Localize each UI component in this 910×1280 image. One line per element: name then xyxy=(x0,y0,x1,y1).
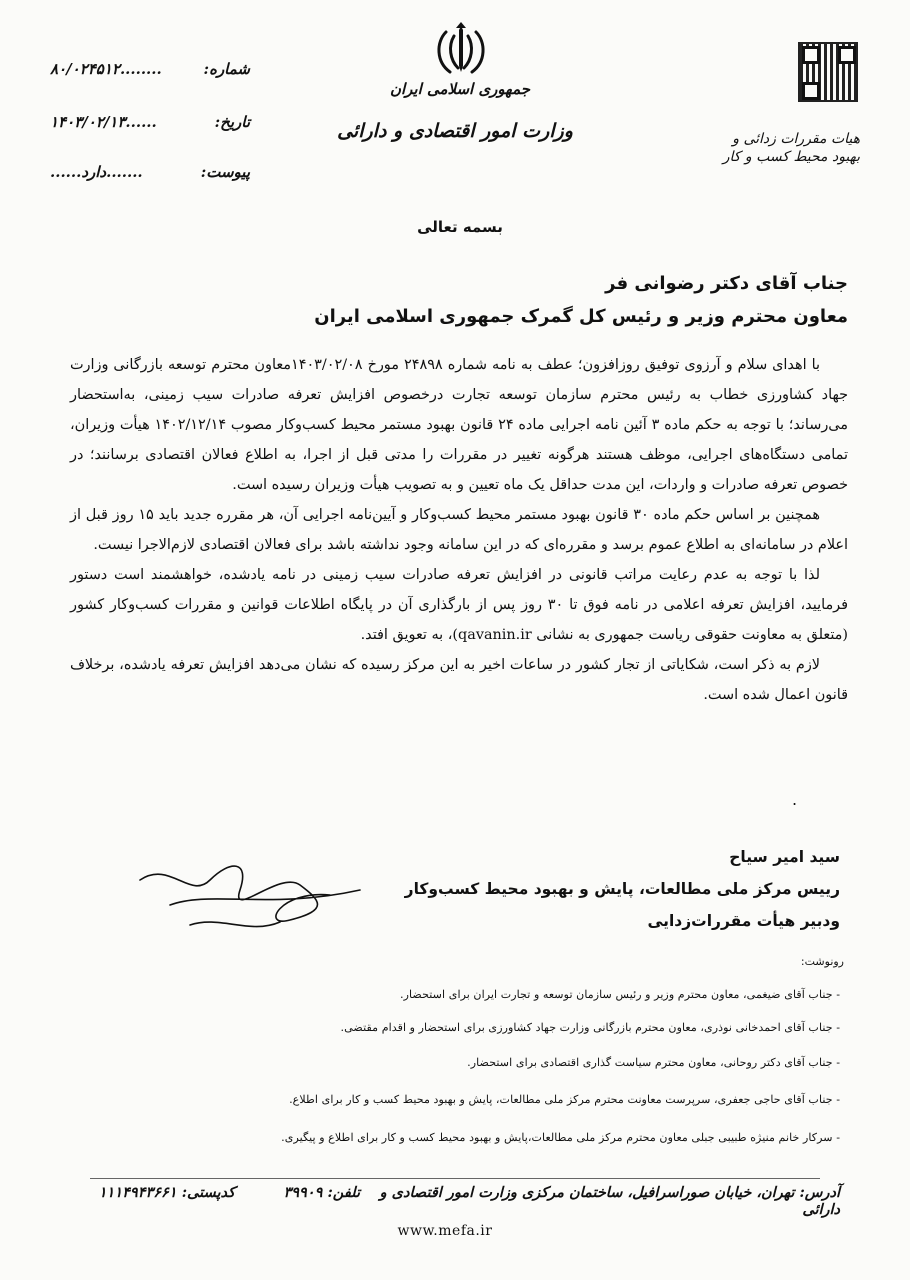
agency-name: هیات مقررات زدائی و بهبود محیط کسب و کار xyxy=(722,131,860,165)
trailing-mark: . xyxy=(792,790,798,809)
cc-item: - سرکار خانم منیژه طبیبی جبلی معاون محترم مرکز ملی مطالعات،پایش و بهبود محیط کسب و کار برای اطلاع و پیگیری. xyxy=(281,1131,840,1144)
footer-website: www.mefa.ir xyxy=(397,1223,493,1239)
cc-item: - جناب آقای حاجی جعفری، سرپرست معاونت محترم مرکز ملی مطالعات، پایش و بهبود محیط کسب و کار برای اطلاع. xyxy=(289,1093,840,1106)
ministry-title: وزارت امور اقتصادی و دارائی xyxy=(337,120,573,142)
recipient-name: جناب آقای دکتر رضوانی فر xyxy=(605,273,848,294)
letter-number-label: شماره: xyxy=(203,60,250,78)
cc-title: رونوشت: xyxy=(800,955,844,968)
footer-address: آدرس: تهران، خیابان صوراسرافیل، ساختمان مرکزی وزارت امور اقتصادی و دارائی xyxy=(379,1184,840,1218)
letter-date-label: تاریخ: xyxy=(214,113,250,131)
body-paragraph: همچنین بر اساس حکم ماده ۳۰ قانون بهبود مستمر محیط کسب‌وکار و آیین‌نامه اجرایی آن، هر مقرره جدید باید ۱۵ روز قبل از اعلام در سامانه‌ای به اطلاع عموم برسد و مقرره‌ای که در این سامانه وجود نداشته باشد برای فعالان اقتصادی لازم‌الاجرا نیست. xyxy=(70,507,848,553)
cc-item: - جناب آقای احمدخانی نوذری، معاون محترم بازرگانی وزارت جهاد کشاورزی برای استحضار و اقدام مقتضی. xyxy=(340,1021,840,1034)
letter-number xyxy=(50,60,250,78)
letter-attachment-label: پیوست: xyxy=(200,163,250,181)
footer-phone: تلفن: ۳۹۹۰۹ xyxy=(283,1184,360,1201)
signer-title: رییس مرکز ملی مطالعات، پایش و بهبود محیط کسب‌وکار xyxy=(404,880,840,898)
body-paragraph: لذا با توجه به عدم رعایت مراتب قانونی در افزایش تعرفه صادرات سیب زمینی در نامه یادشده، خواهشمند است دستور فرمایید، افزایش تعرفه اعلامی در نامه فوق تا ۳۰ روز پس از بارگذاری آن در پایگاه اطلاعات قوانین و مقررات کسب‌وکار کشور (متعلق به معاونت حقوقی ریاست جمهوری به نشانی qavanin.ir)، به تعویق افتد. xyxy=(70,567,848,643)
qr-code xyxy=(800,44,856,100)
cc-item: - جناب آقای ضیغمی، معاون محترم وزیر و رئیس سازمان توسعه و تجارت ایران برای استحضار. xyxy=(400,988,840,1001)
bismillah-heading: بسمه تعالی xyxy=(417,218,503,236)
iran-emblem-icon xyxy=(428,20,494,80)
letter-attachment xyxy=(50,163,250,181)
republic-title: جمهوری اسلامی ایران xyxy=(389,80,531,98)
body-paragraph: با اهدای سلام و آرزوی توفیق روزافزون؛ عطف به نامه شماره ۲۴۸۹۸ مورخ ۱۴۰۳/۰۲/۰۸معاون محترم توسعه بازرگانی وزارت جهاد کشاورزی خطاب به رئیس محترم سازمان توسعه تجارت درخصوص افزایش تعرفه صادرات سیب زمینی، به‌استحضار می‌رساند؛ با توجه به حکم ماده ۳ آئین نامه اجرایی ماده ۲۴ قانون بهبود مستمر محیط کسب‌وکار مصوب ۱۴۰۲/۱۲/۱۴ هیأت وزیران، تمامی دستگاه‌های اجرایی، موظف هستند هرگونه تغییر در مقررات را مدتی قبل از اجرا، به اطلاع فعالان اقتصادی برسانند؛ در خصوص تعرفه صادرات و واردات، این مدت حداقل یک ماه تعیین و به تصویب هیأت وزیران رسیده است. xyxy=(70,357,848,493)
letter-date-value: ......۱۴۰۳/۰۲/۱۳ xyxy=(50,113,157,131)
letter-number-value: ........۸۰/۰۲۴۵۱۲ xyxy=(50,60,162,78)
signer-name: سید امیر سیاح xyxy=(729,848,840,866)
body-paragraph: لازم به ذکر است، شکایاتی از تجار کشور در ساعات اخیر به این مرکز رسیده که نشان می‌دهد افزایش تعرفه یادشده، برخلاف قانون اعمال شده است. xyxy=(70,657,848,703)
letter-body xyxy=(70,350,848,710)
cc-item: - جناب آقای دکتر روحانی، معاون محترم سیاست گذاری اقتصادی برای استحضار. xyxy=(467,1056,840,1069)
signer-title-secondary: ودبیر هیأت مقررات‌زدایی xyxy=(647,912,840,930)
footer-divider xyxy=(90,1178,820,1179)
footer-postal-code: کدپستی: ۱۱۱۴۹۴۳۶۶۱ xyxy=(98,1184,235,1201)
handwritten-signature-icon xyxy=(130,850,370,950)
recipient-title: معاون محترم وزیر و رئیس کل گمرک جمهوری اسلامی ایران xyxy=(314,306,848,327)
letter-date xyxy=(50,113,250,131)
letter-attachment-value: .......دارد...... xyxy=(50,163,143,181)
